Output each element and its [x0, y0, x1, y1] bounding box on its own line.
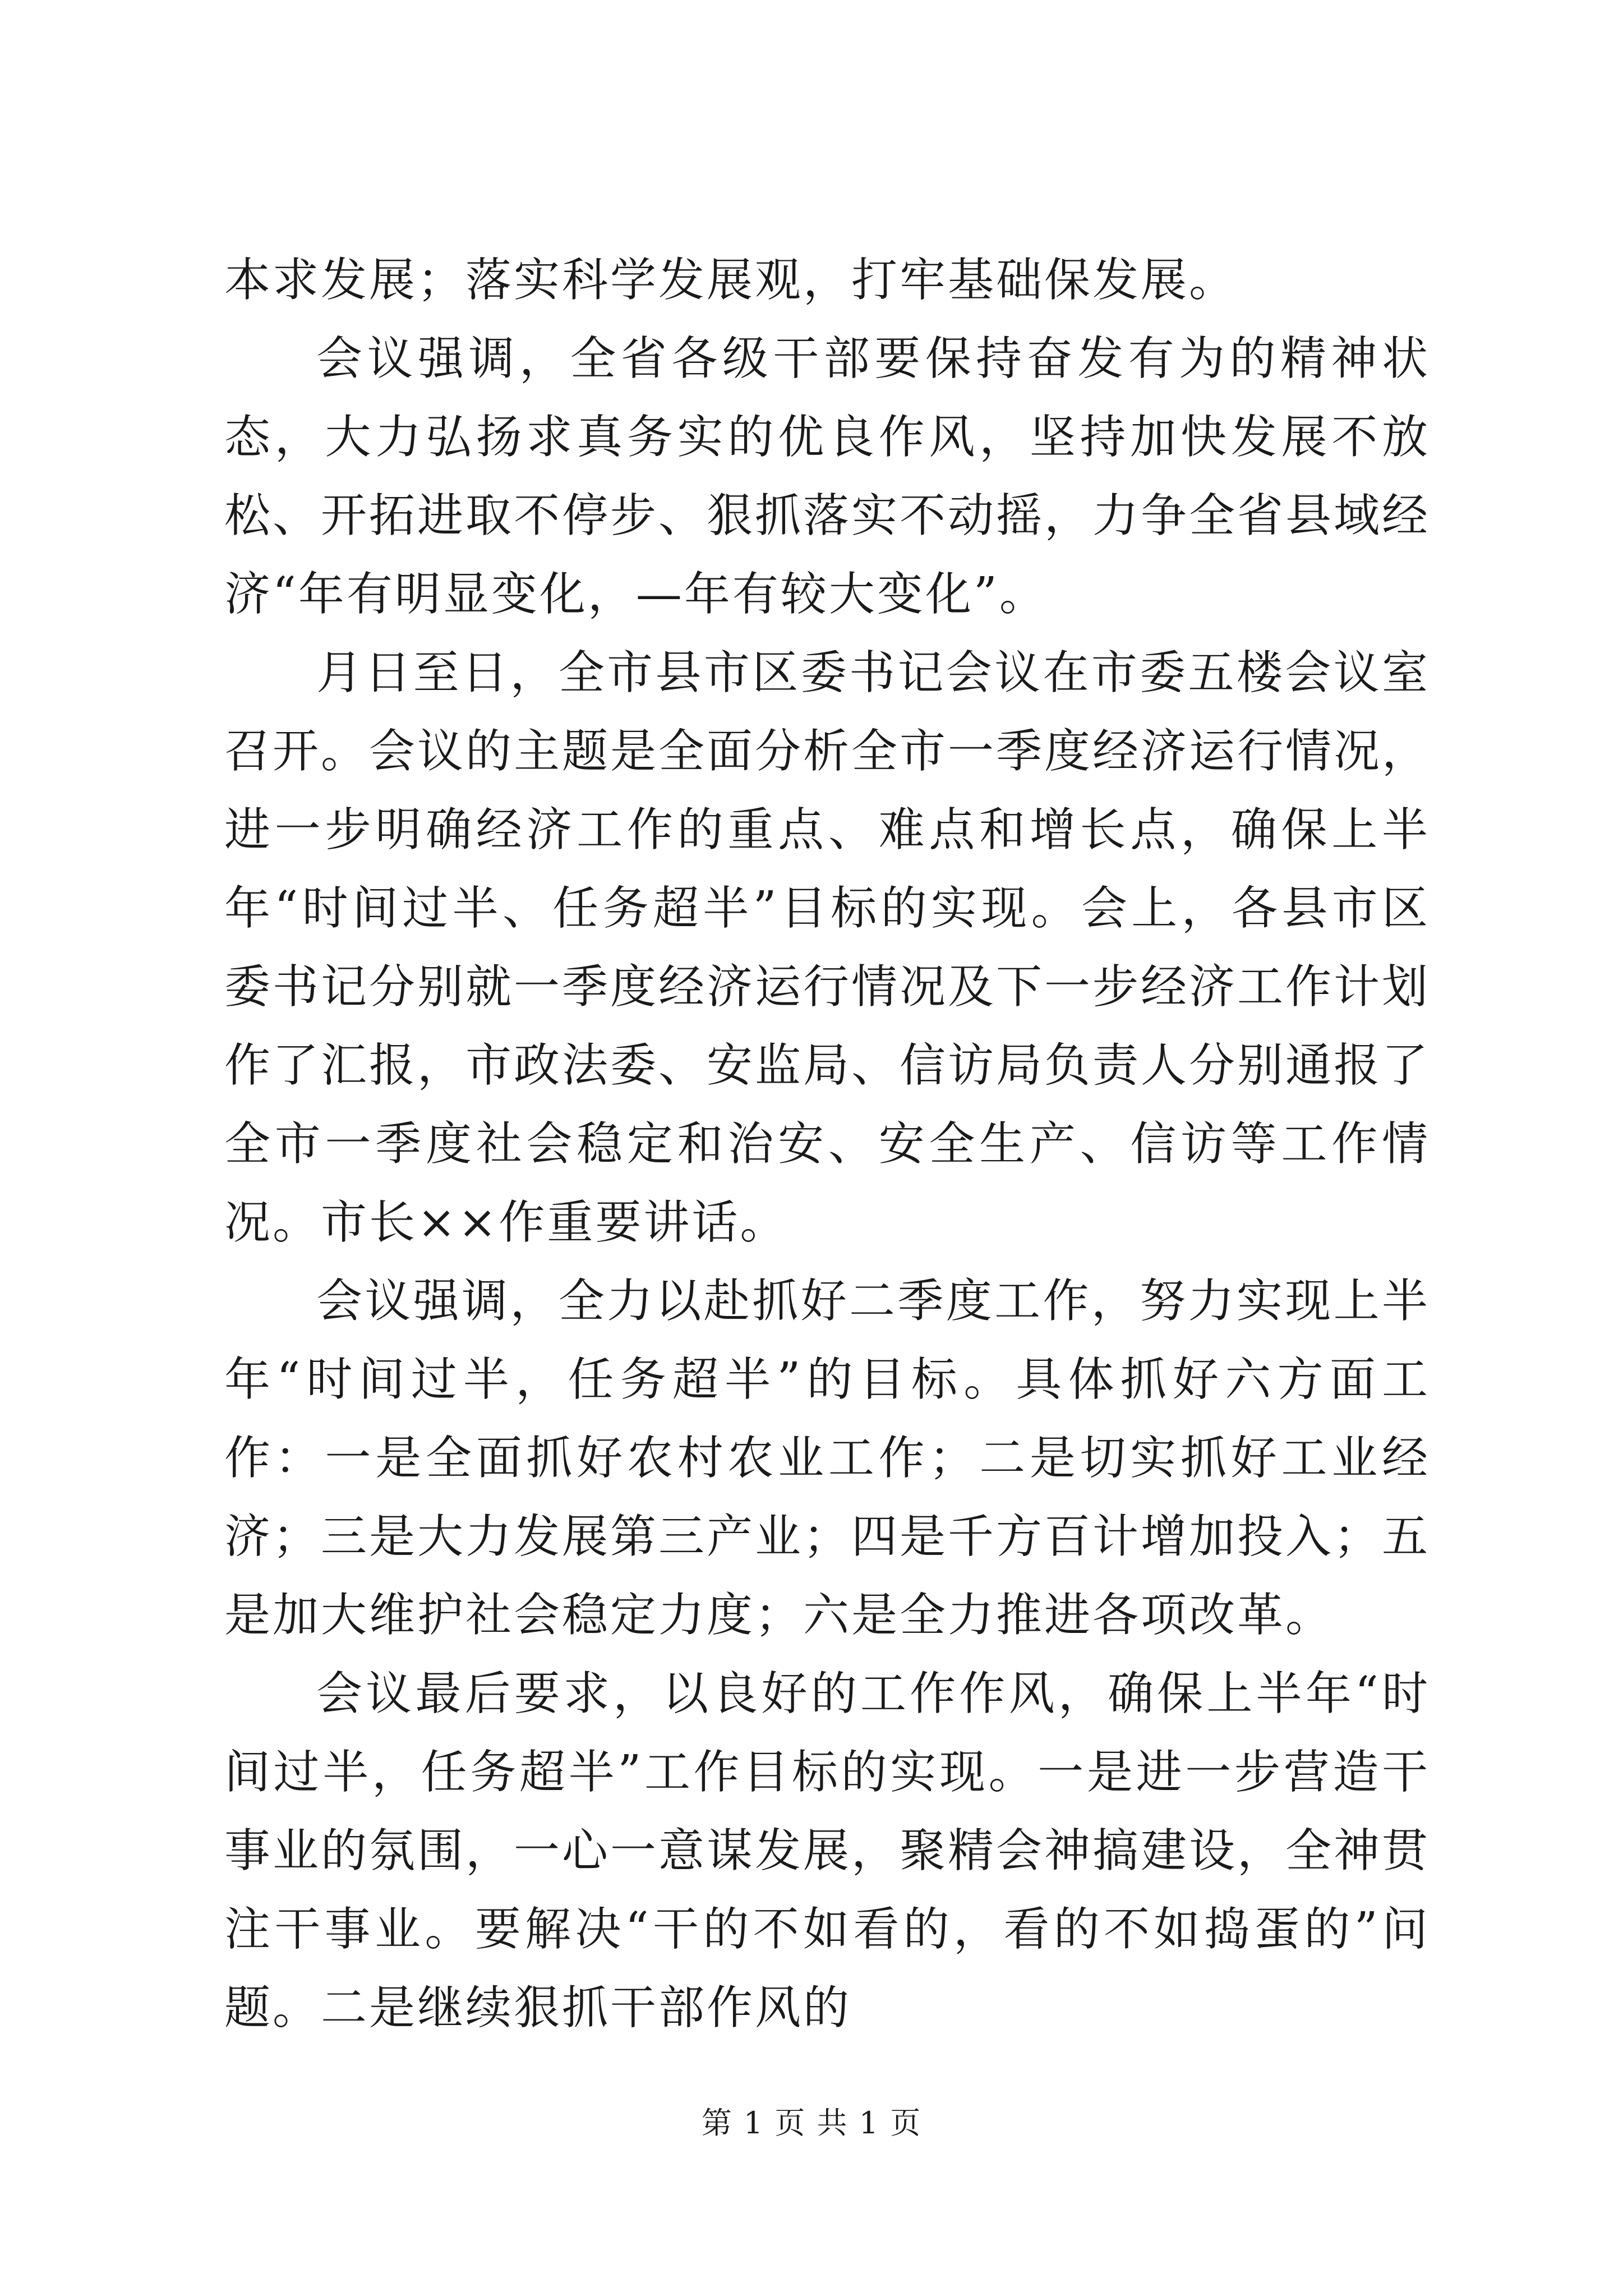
- page-footer: 第 1 页 共 1 页: [701, 2105, 922, 2141]
- paragraph-1: 本求发展；落实科学发展观，打牢基础保发展。: [224, 254, 1238, 307]
- document-body: [224, 241, 1430, 2047]
- paragraph-2: 会议强调，全省各级干部要保持奋发有为的精神状态，大力弘扬求真务实的优良作风，坚持加快发展不放松、开拓进取不停步、狠抓落实不动摇，力争全省县域经济“年有明显变化，—年有较大变化”。: [224, 332, 1431, 621]
- paragraph-4: 会议强调，全力以赴抓好二季度工作，努力实现上半年“时间过半，任务超半”的目标。具体抓好六方面工作：一是全面抓好农村农业工作；二是切实抓好工业经济；三是大力发展第三产业；四是千方百计增加投入；五是加大维护社会稳定力度；六是全力推进各项改革。: [224, 1274, 1431, 1642]
- paragraph-3: 月日至日，全市县市区委书记会议在市委五楼会议室召开。会议的主题是全面分析全市一季度经济运行情况，进一步明确经济工作的重点、难点和增长点，确保上半年“时间过半、任务超半”目标的实现。会上，各县市区委书记分别就一季度经济运行情况及下一步经济工作计划作了汇报，市政法委、安监局、信访局负责人分别通报了全市一季度社会稳定和治安、安全生产、信访等工作情况。市长××作重要讲话。: [224, 646, 1431, 1249]
- paragraph-5: 会议最后要求，以良好的工作作风，确保上半年“时间过半，任务超半”工作目标的实现。一是进一步营造干事业的氛围，一心一意谋发展，聚精会神搞建设，全神贯注干事业。要解决“干的不如看的，看的不如捣蛋的”问题。二是继续狠抓干部作风的: [224, 1667, 1431, 2035]
